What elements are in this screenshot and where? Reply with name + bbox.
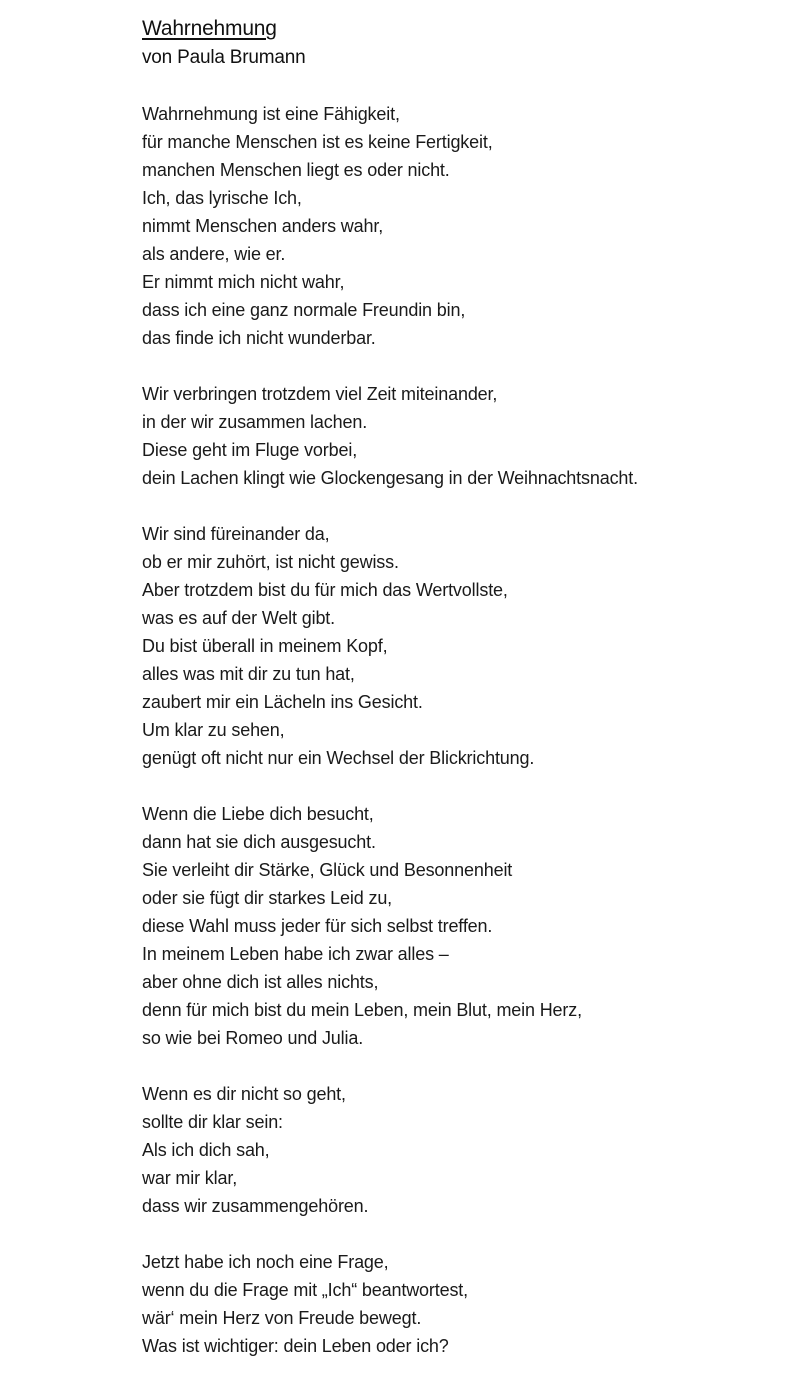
poem-line: Wahrnehmung ist eine Fähigkeit, — [142, 104, 400, 124]
poem-line: wenn du die Frage mit „Ich“ beantwortest, — [142, 1280, 469, 1300]
poem-line: Wir sind füreinander da, — [142, 524, 330, 544]
stanza-1 — [142, 100, 782, 352]
poem-line: Als ich dich sah, — [142, 1140, 270, 1160]
poem-line: das finde ich nicht wunderbar. — [142, 328, 376, 348]
poem-line: alles was mit dir zu tun hat, — [142, 664, 355, 684]
poem-line: zaubert mir ein Lächeln ins Gesicht. — [142, 692, 423, 712]
poem-line: war mir klar, — [142, 1168, 238, 1188]
stanza-3 — [142, 520, 782, 772]
poem-line: so wie bei Romeo und Julia. — [142, 1028, 364, 1048]
poem-line: Aber trotzdem bist du für mich das Wertvollste, — [142, 580, 508, 600]
poem-line: oder sie fügt dir starkes Leid zu, — [142, 888, 393, 908]
poem-line: Um klar zu sehen, — [142, 720, 285, 740]
poem-line: Ich, das lyrische Ich, — [142, 188, 302, 208]
stanza-6 — [142, 1248, 782, 1360]
poem-line: In meinem Leben habe ich zwar alles – — [142, 944, 449, 964]
stanza-5 — [142, 1080, 782, 1220]
poem-line: in der wir zusammen lachen. — [142, 412, 368, 432]
poem-line: für manche Menschen ist es keine Fertigkeit, — [142, 132, 493, 152]
poem-line: dass wir zusammengehören. — [142, 1196, 369, 1216]
poem-line: Er nimmt mich nicht wahr, — [142, 272, 345, 292]
poem-line: Jetzt habe ich noch eine Frage, — [142, 1252, 389, 1272]
poem-title: Wahrnehmung — [142, 17, 277, 40]
poem-body — [142, 100, 782, 1360]
poem-line: ob er mir zuhört, ist nicht gewiss. — [142, 552, 399, 572]
poem-author: von Paula Brumann — [142, 47, 306, 68]
poem-line: wär‘ mein Herz von Freude bewegt. — [142, 1308, 422, 1328]
poem-line: nimmt Menschen anders wahr, — [142, 216, 384, 236]
poem-line: genügt oft nicht nur ein Wechsel der Blickrichtung. — [142, 748, 535, 768]
poem-line: dann hat sie dich ausgesucht. — [142, 832, 376, 852]
poem-line: diese Wahl muss jeder für sich selbst treffen. — [142, 916, 493, 936]
poem-line: dein Lachen klingt wie Glockengesang in der Weihnachtsnacht. — [142, 468, 638, 488]
document-page — [142, 14, 782, 1388]
poem-line: Wir verbringen trotzdem viel Zeit miteinander, — [142, 384, 498, 404]
poem-line: Diese geht im Fluge vorbei, — [142, 440, 358, 460]
poem-line: denn für mich bist du mein Leben, mein Blut, mein Herz, — [142, 1000, 582, 1020]
poem-line: Sie verleiht dir Stärke, Glück und Besonnenheit — [142, 860, 513, 880]
poem-line: dass ich eine ganz normale Freundin bin, — [142, 300, 466, 320]
poem-line: sollte dir klar sein: — [142, 1112, 283, 1132]
poem-line: Wenn es dir nicht so geht, — [142, 1084, 346, 1104]
poem-line: manchen Menschen liegt es oder nicht. — [142, 160, 450, 180]
stanza-4 — [142, 800, 782, 1052]
stanza-2 — [142, 380, 782, 492]
poem-line: als andere, wie er. — [142, 244, 286, 264]
poem-line: was es auf der Welt gibt. — [142, 608, 336, 628]
poem-line: Was ist wichtiger: dein Leben oder ich? — [142, 1336, 449, 1356]
poem-line: aber ohne dich ist alles nichts, — [142, 972, 379, 992]
poem-line: Wenn die Liebe dich besucht, — [142, 804, 374, 824]
poem-line: Du bist überall in meinem Kopf, — [142, 636, 388, 656]
